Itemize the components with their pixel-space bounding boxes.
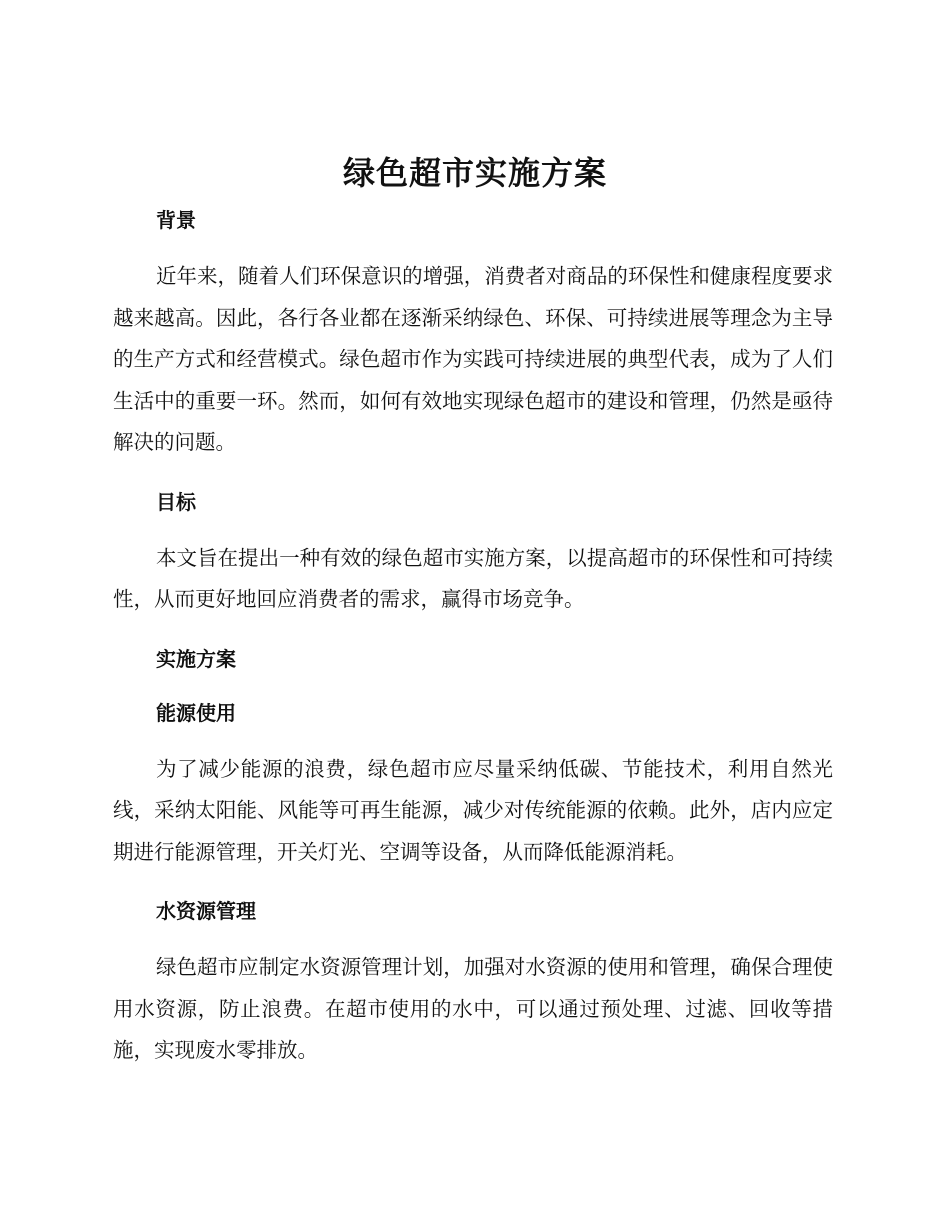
section-heading-water: 水资源管理 [156,899,256,923]
document-title: 绿色超市实施方案 [342,154,607,192]
section-paragraph-water: 绿色超市应制定水资源管理计划，加强对水资源的使用和管理，确保合理使用水资源，防止浪费。在超市使用的水中，可以通过预处理、过滤、回收等措施，实现废水零排放。 [113,955,833,1062]
section-paragraph-goal: 本文旨在提出一种有效的绿色超市实施方案，以提高超市的环保性和可持续性，从而更好地回应消费者的需求，赢得市场竞争。 [113,545,833,611]
document-body [113,202,833,1072]
section-heading-energy: 能源使用 [156,700,236,725]
section-heading-plan: 实施方案 [156,646,236,671]
section-heading-background: 背景 [156,208,196,232]
section-paragraph-energy: 为了减少能源的浪费，绿色超市应尽量采纳低碳、节能技术，利用自然光线，采纳太阳能、风能等可再生能源，减少对传统能源的依赖。此外，店内应定期进行能源管理，开关灯光、空调等设备，从而降低能源消耗。 [113,756,833,864]
section-paragraph-background: 近年来，随着人们环保意识的增强，消费者对商品的环保性和健康程度要求越来越高。因此，各行各业都在逐渐采纳绿色、环保、可持续进展等理念为主导的生产方式和经营模式。绿色超市作为实践可持续进展的典型代表，成为了人们生活中的重要一环。然而，如何有效地实现绿色超市的建设和管理，仍然是亟待解决的问题。 [113,264,833,454]
section-heading-goal: 目标 [156,489,196,514]
